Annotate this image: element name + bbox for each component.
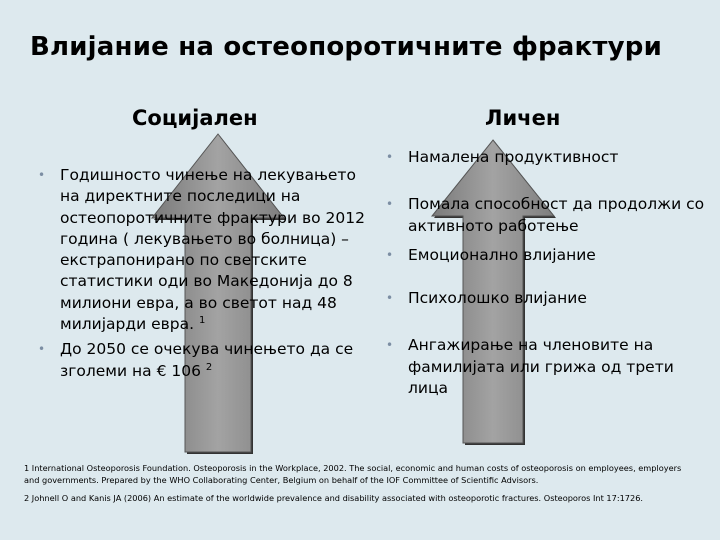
bullet-icon: • (38, 168, 46, 182)
list-item-text: Емоционално влијание (408, 245, 596, 264)
personal-impact-list (382, 147, 712, 399)
footnote-ref: 2 (205, 361, 213, 373)
bullet-icon: • (386, 197, 394, 212)
footnote-ref: 1 (198, 314, 206, 326)
slide-title: Влијание на остеопоротичните фрактури (30, 32, 663, 62)
footnote-2: 2 Johnell O and Kanis JA (2006) An estimate of the worldwide prevalence and disability associated with osteoporotic fractures. Osteoporos Int 17:1726. (24, 493, 644, 503)
bullet-icon: • (386, 338, 394, 353)
footnotes (24, 462, 696, 510)
list-item-text: Психолошко влијание (408, 289, 587, 308)
personal-heading: Личен (485, 106, 561, 130)
social-impact-list (34, 165, 370, 382)
list-item (382, 335, 712, 399)
list-item (34, 339, 370, 382)
list-item (382, 245, 712, 266)
list-item-text: Намалена продуктивност (408, 148, 619, 166)
list-item-text: До 2050 се очекува чинењето да се зголеми на € 106 (60, 340, 354, 380)
bullet-icon: • (386, 150, 394, 164)
list-item-text: Годишносто чинење на лекувањето на директните последици на остеопоротичните фрактури во 2012 година ( лекувањето во болница) – екстрапонирано по светските статистики оди во Македонија до 8 милиони евра, а во светот над 48 милијарди евра. (60, 166, 365, 334)
list-item-text: Помала способност да продолжи со активното работење (408, 195, 705, 235)
footnote-1: 1 International Osteoporosis Foundation. Osteoporosis in the Workplace, 2002. The social, economic and human costs of osteoporosis on employees, employers and governments. Prepared by the WHO Collaborating Center, Belgium on behalf of the IOF Committee of Scientific Advisors. (24, 463, 682, 485)
bullet-icon: • (386, 291, 394, 306)
list-item (382, 194, 712, 237)
bullet-icon: • (38, 342, 46, 357)
list-item-text: Ангажирање на членовите на фамилијата или грижа од трети лица (408, 336, 674, 398)
social-heading: Социјален (132, 106, 258, 130)
bullet-icon: • (386, 247, 394, 262)
list-item (34, 165, 370, 335)
list-item (382, 147, 712, 168)
list-item (382, 288, 712, 309)
